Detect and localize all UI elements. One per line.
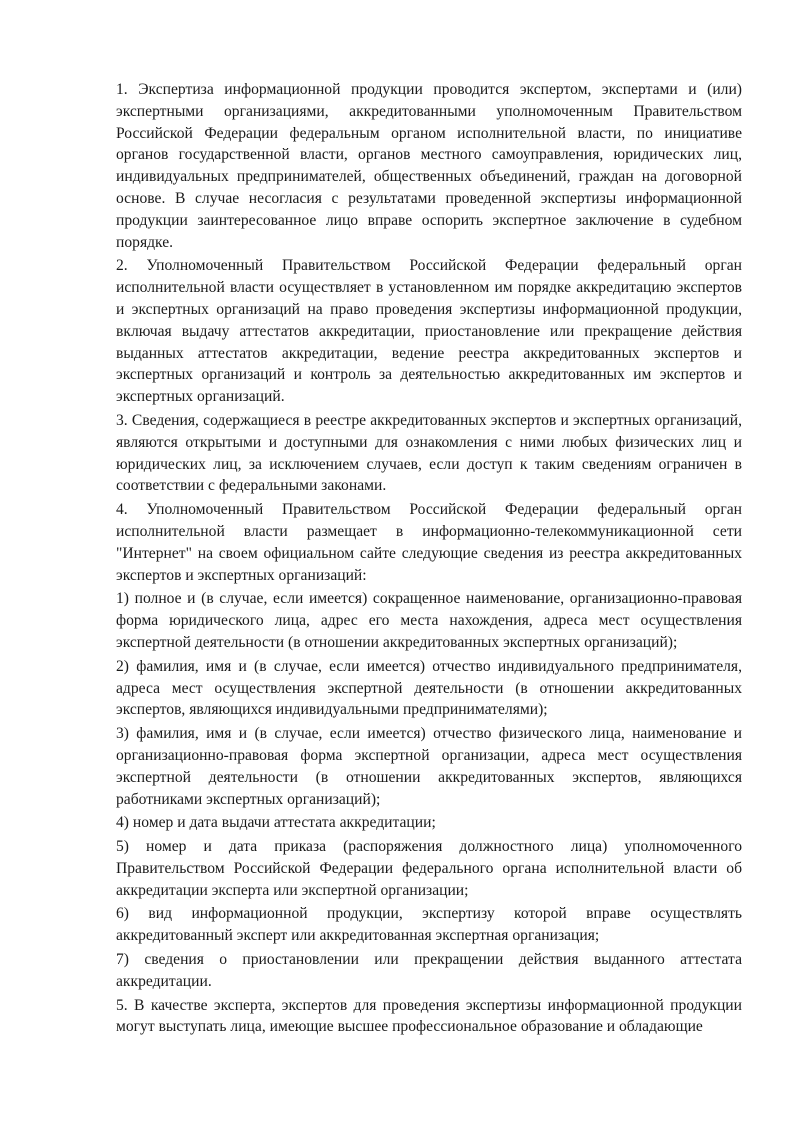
list-item-7: 7) сведения о приостановлении или прекращении действия выданного аттестата аккредитации. bbox=[116, 951, 742, 990]
paragraph-1: 1. Экспертиза информационной продукции проводится экспертом, экспертами и (или) экспертными организациями, аккредитованными уполномоченным Правительством Российской Федерации федеральным органом исполнительной власти, по инициативе органов государственной власти, органов местного самоуправления, юридических лиц, индивидуальных предпринимателей, общественных объединений, граждан на договорной основе. В случае несогласия с результатами проведенной экспертизы информационной продукции заинтересованное лицо вправе оспорить экспертное заключение в судебном порядке. bbox=[116, 81, 742, 251]
paragraph-2: 2. Уполномоченный Правительством Российской Федерации федеральный орган исполнительной власти осуществляет в установленном им порядке аккредитацию экспертов и экспертных организаций на право проведения экспертизы информационной продукции, включая выдачу аттестатов аккредитации, приостановление или прекращение действия выданных аттестатов аккредитации, ведение реестра аккредитованных экспертов и экспертных организаций и контроль за деятельностью аккредитованных им экспертов и экспертных организаций. bbox=[116, 257, 742, 406]
paragraph-5: 5. В качестве эксперта, экспертов для проведения экспертизы информационной продукции могут выступать лица, имеющие высшее профессиональное образование и обладающие bbox=[116, 996, 742, 1036]
list-item-5: 5) номер и дата приказа (распоряжения должностного лица) уполномоченного Правительством Российской Федерации федерального органа исполнительной власти об аккредитации эксперта или экспертной организации; bbox=[116, 838, 742, 899]
document-body bbox=[116, 79, 742, 1040]
paragraph-4: 4. Уполномоченный Правительством Российской Федерации федеральный орган исполнительной власти размещает в информационно-телекоммуникационной сети "Интернет" на своем официальном сайте следующие сведения из реестра аккредитованных экспертов и экспертных организаций: bbox=[116, 501, 742, 584]
paragraph-3: 3. Сведения, содержащиеся в реестре аккредитованных экспертов и экспертных организаций, являются открытыми и доступными для ознакомления с ними любых физических лиц и юридических лиц, за исключением случаев, если доступ к таким сведениям ограничен в соответствии с федеральными законами. bbox=[116, 411, 742, 495]
list-item-4: 4) номер и дата выдачи аттестата аккредитации; bbox=[116, 814, 436, 832]
list-item-1: 1) полное и (в случае, если имеется) сокращенное наименование, организационно-правовая форма юридического лица, адрес его места нахождения, адреса мест осуществления экспертной деятельности (в отношении аккредитованных экспертных организаций); bbox=[116, 590, 742, 651]
list-item-3: 3) фамилия, имя и (в случае, если имеется) отчество физического лица, наименование и организационно-правовая форма экспертной организации, адреса мест осуществления экспертной деятельности (в отношении аккредитованных экспертов, являющихся работниками экспертных организаций); bbox=[116, 725, 742, 808]
list-item-2: 2) фамилия, имя и (в случае, если имеется) отчество индивидуального предпринимателя, адреса мест осуществления экспертной деятельности (в отношении аккредитованных экспертов, являющихся индивидуальными предпринимателями); bbox=[116, 657, 742, 719]
list-item-6: 6) вид информационной продукции, экспертизу которой вправе осуществлять аккредитованный эксперт или аккредитованная экспертная организация; bbox=[116, 905, 742, 945]
